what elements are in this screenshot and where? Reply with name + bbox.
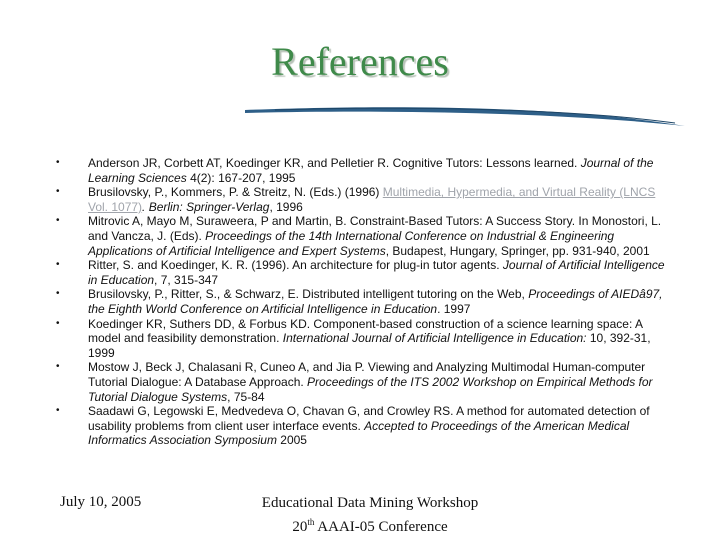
reference-text: Koedinger KR, Suthers DD, & Forbus KD. Component-based construction of a science learning space: A model and feasibility demonstration. <box>88 316 643 346</box>
bullet-icon: • <box>56 361 60 373</box>
bullet-icon: • <box>56 157 60 168</box>
footer-ordinal-number: 20 <box>292 519 308 535</box>
reference-item <box>56 258 672 287</box>
title-underline-swoosh <box>245 104 685 128</box>
reference-text: Brusilovsky, P., Ritter, S., & Schwarz, E. Distributed intelligent tutoring on the Web, <box>88 287 529 302</box>
footer-workshop: Educational Data Mining Workshop <box>261 495 479 511</box>
reference-text: 10, 392-31, 1999 <box>88 331 651 360</box>
footer-conference-name: AAAI-05 Conference <box>314 519 448 535</box>
reference-item <box>56 156 672 185</box>
reference-text: , 7, 315-347 <box>154 272 219 287</box>
reference-text: Ritter, S. and Koedinger, K. R. (1996). An architecture for plug-in tutor agents. <box>88 258 503 273</box>
reference-source: Proceedings of AIEDâ97, the Eighth World Conference on Artificial Intelligence in Education <box>88 287 663 316</box>
reference-text: Saadawi G, Legowski E, Medvedeva O, Chavan G, and Crowley RS. A method for automated detection of usability problems from client user interface events. <box>88 404 650 433</box>
reference-item <box>56 317 672 361</box>
reference-source: Proceedings of the ITS 2002 Workshop on Empirical Methods for Tutorial Dialogue Systems <box>88 374 653 404</box>
reference-item <box>56 404 672 448</box>
reference-text: Mostow J, Beck J, Chalasani R, Cuneo A, and Jia P. Viewing and Analyzing Multimodal Human-computer Tutorial Dialogue: A Database Approach. <box>88 360 646 389</box>
reference-text: , 1996 <box>269 199 303 214</box>
reference-text: Anderson JR, Corbett AT, Koedinger KR, and Pelletier R. Cognitive Tutors: Lessons learned. <box>88 156 581 170</box>
footer-conference <box>240 494 500 537</box>
reference-list <box>56 156 672 448</box>
reference-source: . Berlin: Springer-Verlag <box>142 199 270 214</box>
bullet-icon: • <box>56 288 60 300</box>
reference-item <box>56 185 672 214</box>
bullet-icon: • <box>56 405 60 417</box>
reference-text: . 1997 <box>437 301 471 316</box>
footer-date: July 10, 2005 <box>60 494 142 510</box>
reference-source: Journal of the Learning Sciences <box>88 156 654 185</box>
slide-title: References <box>271 39 449 84</box>
reference-text: Mitrovic A, Mayo M, Suraweera, P and Martin, B. Constraint-Based Tutors: A Success Story. In Monostori, L. and Vancza, J. (Eds). <box>88 214 662 243</box>
bullet-icon: • <box>56 215 60 227</box>
reference-item <box>56 287 672 316</box>
reference-source: Accepted to Proceedings of the American Medical Informatics Association Symposium <box>88 418 630 448</box>
reference-item <box>56 360 672 404</box>
reference-text: 4(2): 167-207, 1995 <box>186 170 296 185</box>
footer-ordinal-suffix: th <box>307 517 315 527</box>
reference-item <box>56 214 672 258</box>
footer-conference-line <box>240 513 500 537</box>
bullet-icon: • <box>56 317 60 329</box>
reference-text: 2005 <box>276 433 307 448</box>
reference-text: , 75-84 <box>227 389 265 404</box>
reference-source: Journal of Artificial Intelligence in Education <box>88 258 665 287</box>
reference-text: Brusilovsky, P., Kommers, P. & Streitz, N. (Eds.) (1996) <box>88 185 383 200</box>
bullet-icon: • <box>56 186 60 198</box>
reference-source: International Journal of Artificial Intelligence in Education: <box>282 331 587 346</box>
reference-text: , Budapest, Hungary, Springer, pp. 931-940, 2001 <box>385 243 650 258</box>
reference-source: Proceedings of the 14th International Conference on Industrial & Engineering Applications of Artificial Intelligence and Expert Systems <box>88 228 615 258</box>
reference-link[interactable]: Multimedia, Hypermedia, and Virtual Reality (LNCS Vol. 1077) <box>88 185 656 214</box>
bullet-icon: • <box>56 259 60 271</box>
